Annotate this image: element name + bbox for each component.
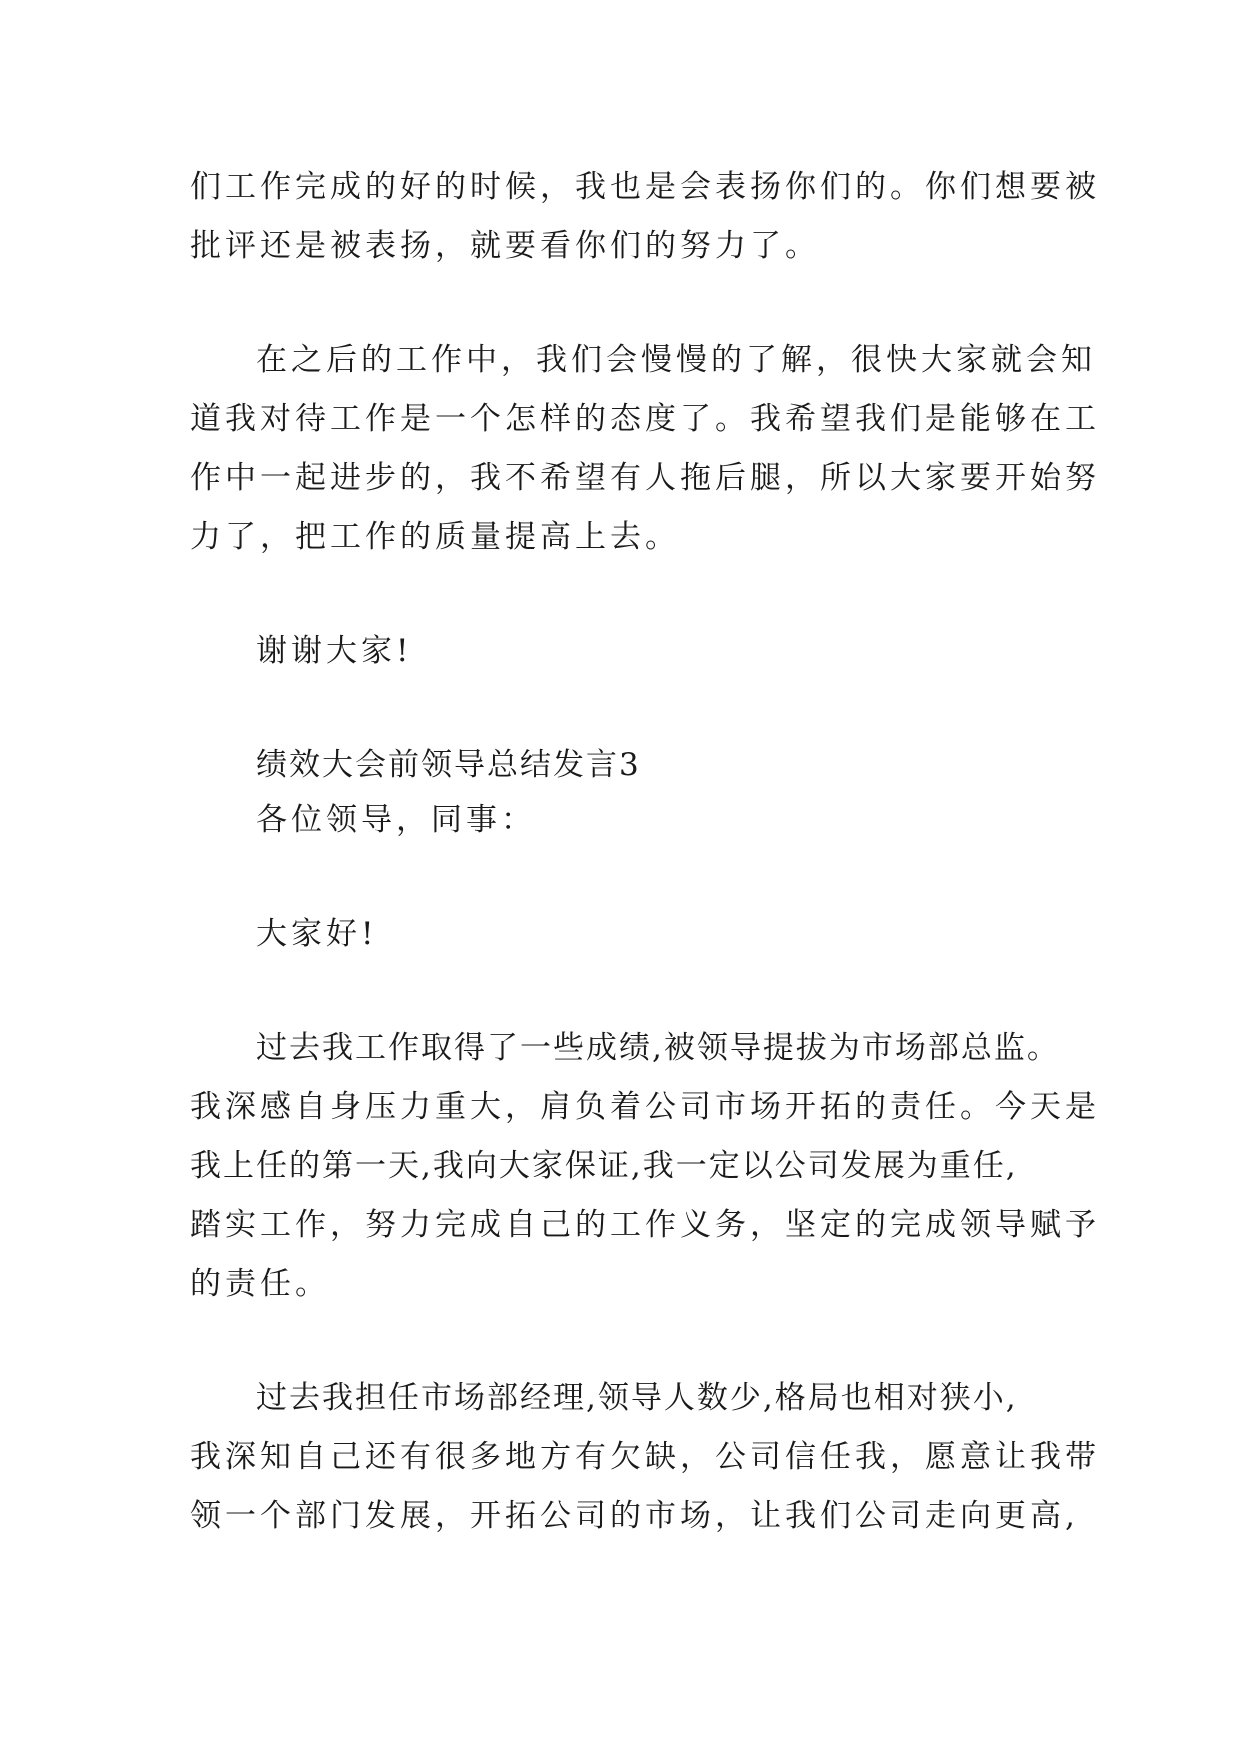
paragraph-line: 的责任。 (190, 1266, 330, 1302)
paragraph-line: 我上任的第一天,我向大家保证,我一定以公司发展为重任, (190, 1148, 1018, 1184)
paragraph-line: 过去我担任市场部经理,领导人数少,格局也相对狭小, (256, 1380, 1018, 1416)
paragraph-line: 在之后的工作中，我们会慢慢的了解，很快大家就会知 (256, 342, 1096, 378)
section-heading: 绩效大会前领导总结发言3 (256, 747, 641, 783)
paragraph-line: 我深感自身压力重大，肩负着公司市场开拓的责任。今天是 (190, 1089, 1100, 1125)
closing-thanks: 谢谢大家! (256, 633, 413, 669)
paragraph-line: 批评还是被表扬，就要看你们的努力了。 (190, 228, 820, 264)
paragraph-line: 道我对待工作是一个怎样的态度了。我希望我们是能够在工 (190, 401, 1100, 437)
paragraph-line: 力了，把工作的质量提高上去。 (190, 519, 680, 555)
greeting: 大家好! (256, 916, 378, 952)
paragraph-line: 领一个部门发展，开拓公司的市场，让我们公司走向更高, (190, 1498, 1079, 1534)
salutation: 各位领导，同事： (256, 802, 536, 838)
paragraph-line: 我深知自己还有很多地方有欠缺，公司信任我，愿意让我带 (190, 1439, 1100, 1475)
paragraph-line: 们工作完成的好的时候，我也是会表扬你们的。你们想要被 (190, 169, 1100, 205)
paragraph-line: 作中一起进步的，我不希望有人拖后腿，所以大家要开始努 (190, 460, 1100, 496)
paragraph-line: 过去我工作取得了一些成绩,被领导提拔为市场部总监。 (256, 1030, 1060, 1066)
paragraph-line: 踏实工作，努力完成自己的工作义务，坚定的完成领导赋予 (190, 1207, 1100, 1243)
